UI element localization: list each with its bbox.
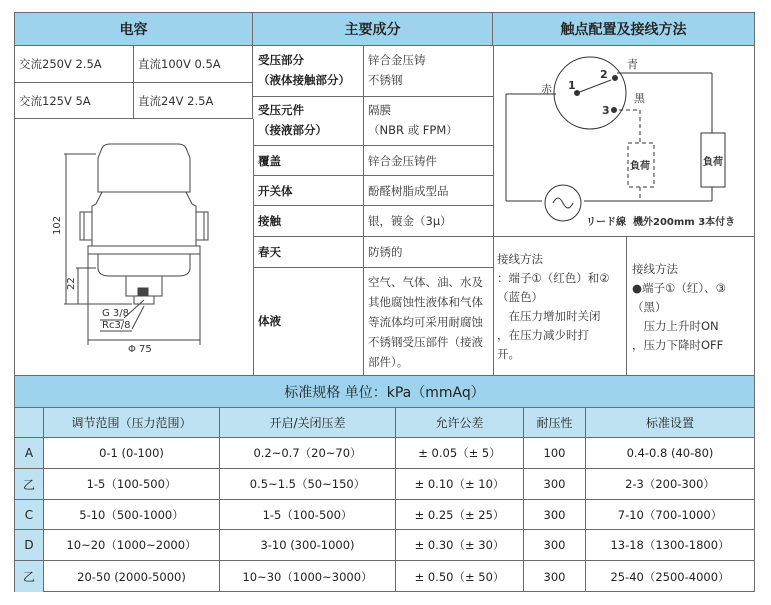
table-cell: 13-18（1300-1800） [586,530,754,561]
divider [626,237,627,375]
value-line: 其他腐蚀性液体和气体 [368,295,483,309]
label-line: 春天 [258,245,281,259]
label-line: （接液部分） [258,123,327,137]
parts-value [364,211,492,231]
value-line: 不锈钢 [368,73,403,87]
black-wire-label: 黑 [634,92,645,105]
table-cell: 300 [524,561,586,592]
col-header [44,408,220,438]
table-cell: 20-50 (2000-5000) [44,561,220,592]
wiring-line: 接线方法 [497,252,543,266]
parts-label [254,211,362,231]
wiring-line: （蓝色） [497,290,543,304]
parts-value [364,181,492,201]
wiring-line: （黑） [632,300,667,314]
label-line: 接触 [258,214,281,228]
col-header-text: 调节范围（压力范围） [71,416,192,430]
wiring-line: 开。 [497,347,520,361]
value-line: 隔膜 [368,103,391,117]
row-label: C [15,500,44,530]
label-line: 体液 [258,314,281,328]
wiring-line: 在压力增加时关闭 [497,309,601,323]
col-header [220,408,396,438]
load-right-label: 負荷 [703,157,723,168]
capacity-text: 直流100V 0.5A [138,57,221,71]
main-parts-title: 主要成分 [344,22,401,38]
spec-header [15,375,754,408]
divider [494,236,754,237]
table-cell: 2-3（200-300） [586,469,754,500]
table-cell: ± 0.30（± 30） [396,530,524,561]
table-cell: ± 0.05（± 5） [396,438,524,469]
value-line: 酚醛树脂成型品 [368,184,449,198]
value-line: 锌合金压铸 [368,53,426,67]
g-thread-label: G 3/8 [102,308,130,319]
terminal-2-label: 2 [600,68,608,81]
capacity-cell-dc100 [134,46,253,83]
table-cell: 0.4-0.8 (40-80) [586,438,754,469]
capacity-cell-ac125 [15,83,134,119]
col-header [396,408,524,438]
wiring-line: ，压力下降时OFF [632,338,724,352]
wiring-line: ，在压力减少时打 [497,328,589,342]
row-label: D [15,530,44,561]
value-line: 部件）。 [368,355,409,369]
main-parts-header [253,13,493,46]
col-header-text: 标准设置 [645,416,694,430]
label-line: （液体接触部分） [258,73,350,87]
label-line: 开关体 [258,184,293,198]
value-line: 锌合金压铸件 [368,154,437,168]
table-cell: ± 0.10（± 10） [396,469,524,500]
terminal-1-label: 1 [568,79,576,92]
red-wire-label: 赤 [541,83,552,96]
capacity-header [15,13,253,46]
dim-22-label: 22 [66,277,77,290]
parts-label [254,181,362,201]
table-cell: 300 [524,469,586,500]
spec-corner [15,408,44,438]
capacity-cell-ac250 [15,46,134,83]
value-line: （NBR 或 FPM） [368,123,458,137]
table-cell: ± 0.50（± 50） [396,561,524,592]
col-header-text: 开启/关闭压差 [269,416,346,430]
col-header-text: 允许公差 [435,416,484,430]
value-line: 空气、气体、油、水及 [368,275,483,289]
parts-value [364,100,492,140]
value-line: 不锈钢受压部件（接液 [368,335,483,349]
value-line: 等流体均可采用耐腐蚀 [368,315,483,329]
table-cell: 10~30（1000~3000） [220,561,396,592]
col-header [586,408,754,438]
row-label: 乙 [15,561,44,592]
rc-thread-label: Rc3/8 [102,320,131,331]
wiring-line: ：端子①（红色）和② [497,271,610,285]
table-cell: 300 [524,500,586,530]
value-line: 银，镀金（3μ） [368,214,452,228]
parts-value [364,151,492,171]
label-line: 受压部分 [258,53,304,67]
load-dashed-label: 負荷 [630,161,650,172]
capacity-text: 直流24V 2.5A [138,93,214,108]
col-header [524,408,586,438]
row-label: 乙 [15,469,44,500]
table-cell: 25-40（2500-4000） [610,569,730,584]
blue-wire-label: 青 [627,58,638,71]
table-cell: 300 [524,530,586,561]
parts-label [254,242,362,262]
table-cell: 5-10（500-1000） [44,500,220,530]
table-cell: 1-5（100-500） [44,469,220,500]
parts-label [254,50,362,90]
capacity-cell-dc24 [134,83,253,119]
value-line: 防锈的 [368,245,403,259]
contact-wiring-diagram [494,47,754,237]
spec-title: 标准规格 单位：kPa（mmAq） [284,384,485,401]
diameter-label: Φ 75 [128,344,152,355]
terminal-3-label: 3 [602,104,610,117]
dimension-drawing [40,140,240,355]
contact-header [493,13,754,46]
row-label: A [15,438,44,469]
lead-wire-note: 機外200mm 3本付き [633,217,736,228]
parts-label [254,151,362,171]
dim-102-label: 102 [52,215,63,235]
table-cell: 1-5（100-500） [220,500,396,530]
capacity-title: 电容 [119,22,148,38]
parts-value [364,50,492,90]
table-cell: 0.2~0.7（20~70） [220,438,396,469]
parts-value [364,272,492,372]
table-cell: 100 [524,438,586,469]
wiring-method-right [632,260,753,355]
contact-title: 触点配置及接线方法 [560,22,687,38]
wiring-line: 接线方法 [632,262,678,276]
table-cell: 7-10（700-1000） [586,500,754,530]
table-cell: 0-1 (0-100) [44,438,220,469]
parts-label [254,100,362,140]
table-cell: 0.5~1.5（50~150） [220,469,396,500]
table-cell: 10~20（1000~2000） [44,530,220,561]
table-cell: 3-10 (300-1000) [220,530,396,561]
capacity-text: 交流250V 2.5A [19,57,102,71]
label-line: 受压元件 [258,103,304,117]
wiring-line: 压力上升时ON [632,319,719,333]
label-line: 覆盖 [258,154,281,168]
table-cell: ± 0.25（± 25） [396,500,524,530]
parts-label [254,311,362,331]
lead-wire-label: リード線 [586,217,626,228]
col-header-text: 耐压性 [536,416,573,430]
wiring-method-left [497,250,625,364]
capacity-text: 交流125V 5A [19,93,91,108]
wiring-line: ●端子①（红）、③ [632,281,726,295]
parts-value [364,242,492,262]
